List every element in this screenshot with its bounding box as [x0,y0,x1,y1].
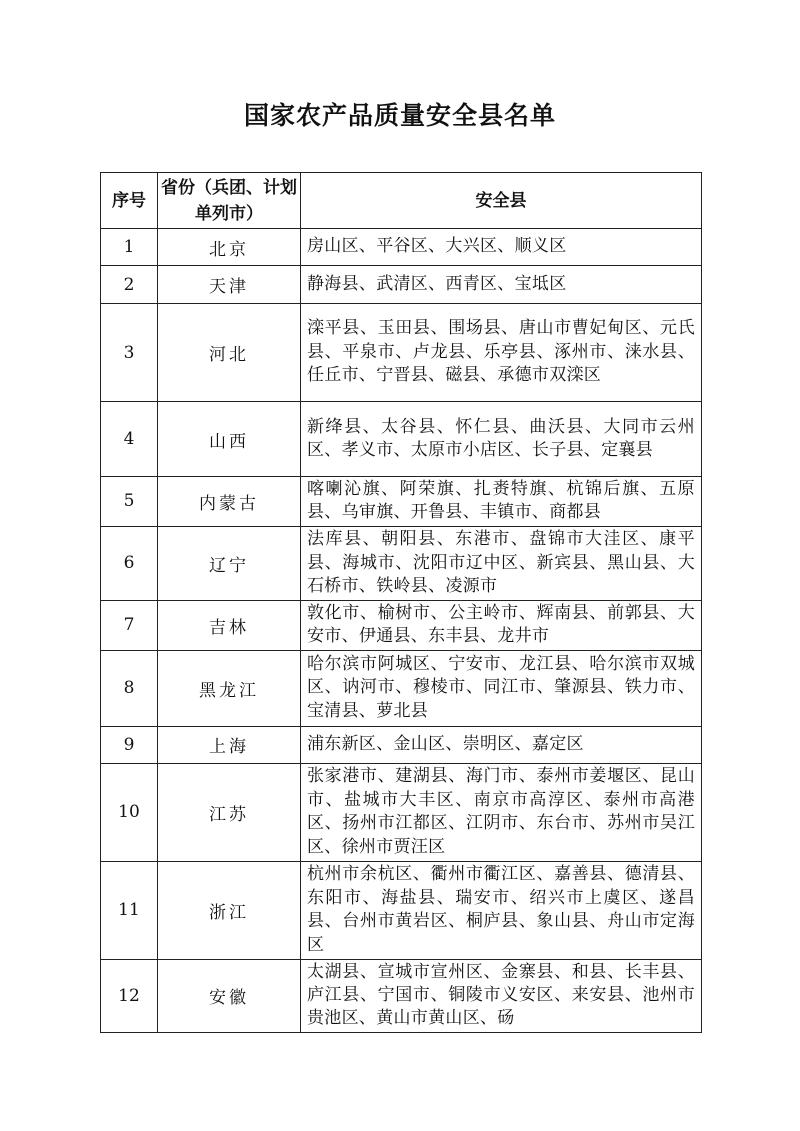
row-province: 安徽 [158,959,301,1032]
row-counties: 杭州市余杭区、衢州市衢江区、嘉善县、德清县、东阳市、海盐县、瑞安市、绍兴市上虞区、遂昌县、台州市黄岩区、桐庐县、象山县、舟山市定海区 [301,861,702,959]
row-no: 3 [101,304,158,402]
header-counties: 安全县 [301,173,702,229]
row-province: 山西 [158,402,301,477]
row-counties: 哈尔滨市阿城区、宁安市、龙江县、哈尔滨市双城区、讷河市、穆棱市、同江市、肇源县、铁力市、宝清县、萝北县 [301,650,702,726]
table-row [101,861,702,959]
table-row [101,726,702,763]
table-row [101,402,702,477]
safety-county-table [100,172,702,1033]
row-counties: 浦东新区、金山区、崇明区、嘉定区 [301,726,702,763]
table-row [101,266,702,304]
table-row [101,763,702,861]
table-row [101,650,702,726]
row-no: 1 [101,229,158,266]
table-row [101,600,702,650]
header-no: 序号 [101,173,158,229]
row-no: 4 [101,402,158,477]
row-province: 江苏 [158,763,301,861]
row-province: 内蒙古 [158,477,301,527]
row-province: 上海 [158,726,301,763]
row-province: 河北 [158,304,301,402]
row-counties: 张家港市、建湖县、海门市、泰州市姜堰区、昆山市、盐城市大丰区、南京市高淳区、泰州市高港区、扬州市江都区、江阴市、东台市、苏州市吴江区、徐州市贾汪区 [301,763,702,861]
row-counties: 滦平县、玉田县、围场县、唐山市曹妃甸区、元氏县、平泉市、卢龙县、乐亭县、涿州市、涞水县、任丘市、宁晋县、磁县、承德市双滦区 [301,304,702,402]
row-no: 8 [101,650,158,726]
row-province: 北京 [158,229,301,266]
row-no: 10 [101,763,158,861]
row-no: 11 [101,861,158,959]
table-row [101,229,702,266]
table-header-row [101,173,702,229]
row-province: 吉林 [158,600,301,650]
page-title: 国家农产品质量安全县名单 [243,101,556,130]
row-counties: 静海县、武清区、西青区、宝坻区 [301,266,702,304]
row-counties: 敦化市、榆树市、公主岭市、辉南县、前郭县、大安市、伊通县、东丰县、龙井市 [301,600,702,650]
table-row [101,304,702,402]
row-province: 黑龙江 [158,650,301,726]
table-row [101,477,702,527]
table-row [101,526,702,600]
table-row [101,959,702,1032]
row-no: 6 [101,526,158,600]
header-province: 省份（兵团、计划单列市） [158,173,301,229]
row-counties: 新绛县、太谷县、怀仁县、曲沃县、大同市云州区、孝义市、太原市小店区、长子县、定襄县 [301,402,702,477]
row-no: 7 [101,600,158,650]
row-no: 5 [101,477,158,527]
row-province: 辽宁 [158,526,301,600]
row-counties: 法库县、朝阳县、东港市、盘锦市大洼区、康平县、海城市、沈阳市辽中区、新宾县、黑山县、大石桥市、铁岭县、凌源市 [301,526,702,600]
row-no: 2 [101,266,158,304]
row-counties: 太湖县、宣城市宣州区、金寨县、和县、长丰县、庐江县、宁国市、铜陵市义安区、来安县、池州市贵池区、黄山市黄山区、砀 [301,959,702,1032]
row-counties: 喀喇沁旗、阿荣旗、扎赉特旗、杭锦后旗、五原县、乌审旗、开鲁县、丰镇市、商都县 [301,477,702,527]
row-counties: 房山区、平谷区、大兴区、顺义区 [301,229,702,266]
row-no: 9 [101,726,158,763]
row-province: 浙江 [158,861,301,959]
row-province: 天津 [158,266,301,304]
row-no: 12 [101,959,158,1032]
